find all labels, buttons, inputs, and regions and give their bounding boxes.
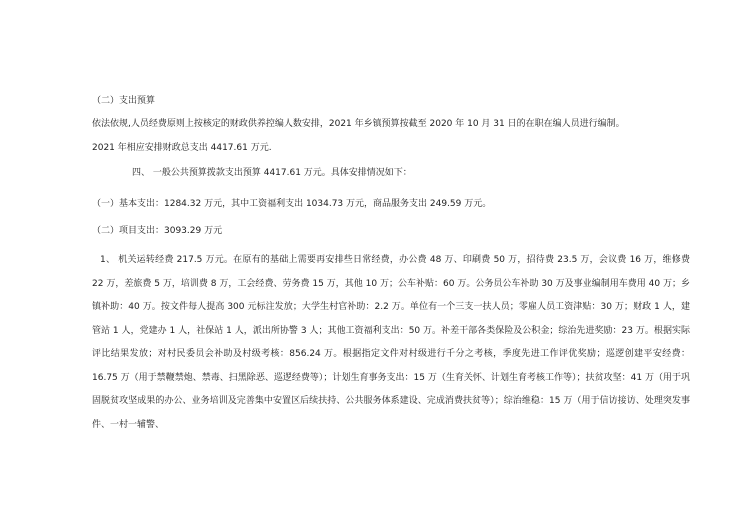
project-expenditure-line: （二）项目支出：3093.29 万元 xyxy=(92,226,223,236)
total-expenditure-line: 2021 年相应安排财政总支出 4417.61 万元. xyxy=(92,143,272,153)
basic-expenditure-line: （一）基本支出：1284.32 万元，其中工资福利支出 1034.73 万元，商品服务支出 249.59 万元。 xyxy=(92,199,492,209)
heading-expenditure-budget: （二）支出预算 xyxy=(92,96,156,106)
personnel-funding-basis: 依法依规,人员经费原则上按核定的财政供养控编人数安排，2021 年乡镇预算按截至 2020 年 10 月 31 日的在职在编人员进行编制。 xyxy=(92,119,625,129)
item-one-paragraph: 1、 机关运转经费 217.5 万元。在原有的基础上需要再安排些日常经费，办公费 48 万、印刷费 50 万，招待费 23.5 万，会议费 16 万，维修费 22 万，差旅费 5 万，培训费 8 万，工会经费、劳务费 15 万，其他 10 万；公车补贴：60 万。公务员公车补助 30 万及事业编制用车费用 40 万；乡镇补助：40 万。按文件每人提高 300 元标注发放；大学生村官补助：2.2 万。单位有一个三支一扶人员；零雇人员工资津贴：30 万；财政 1 人，建管站 1 人，党建办 1 人，社保站 1 人，派出所协警 3 人；其他工资福利支出：50 万。补差干部各类保险及公积金；综治先进奖励：23 万。根据实际评比结果发放；对村民委员会补助及村级考核：856.24 万。根据指定文件对村级进行千分之考核，季度先进工作评优奖励；巡逻创建平安经费：16.75 万（用于禁鞭禁炮、禁毒、扫黑除恶、巡逻经费等）；计划生育事务支出：15 万（生育关怀、计划生育考核工作等）；扶贫攻坚：41 万（用于巩固脱贫攻坚成果的办公、业务培训及完善集中安置区后续扶持、公共服务体系建设、完成消费扶贫等）；综治维稳：15 万（用于信访接访、处理突发事件、一村一辅警、 xyxy=(92,255,690,430)
section-four-heading: 四、 一般公共预算拨款支出预算 4417.61 万元。具体安排情况如下： xyxy=(132,168,412,178)
